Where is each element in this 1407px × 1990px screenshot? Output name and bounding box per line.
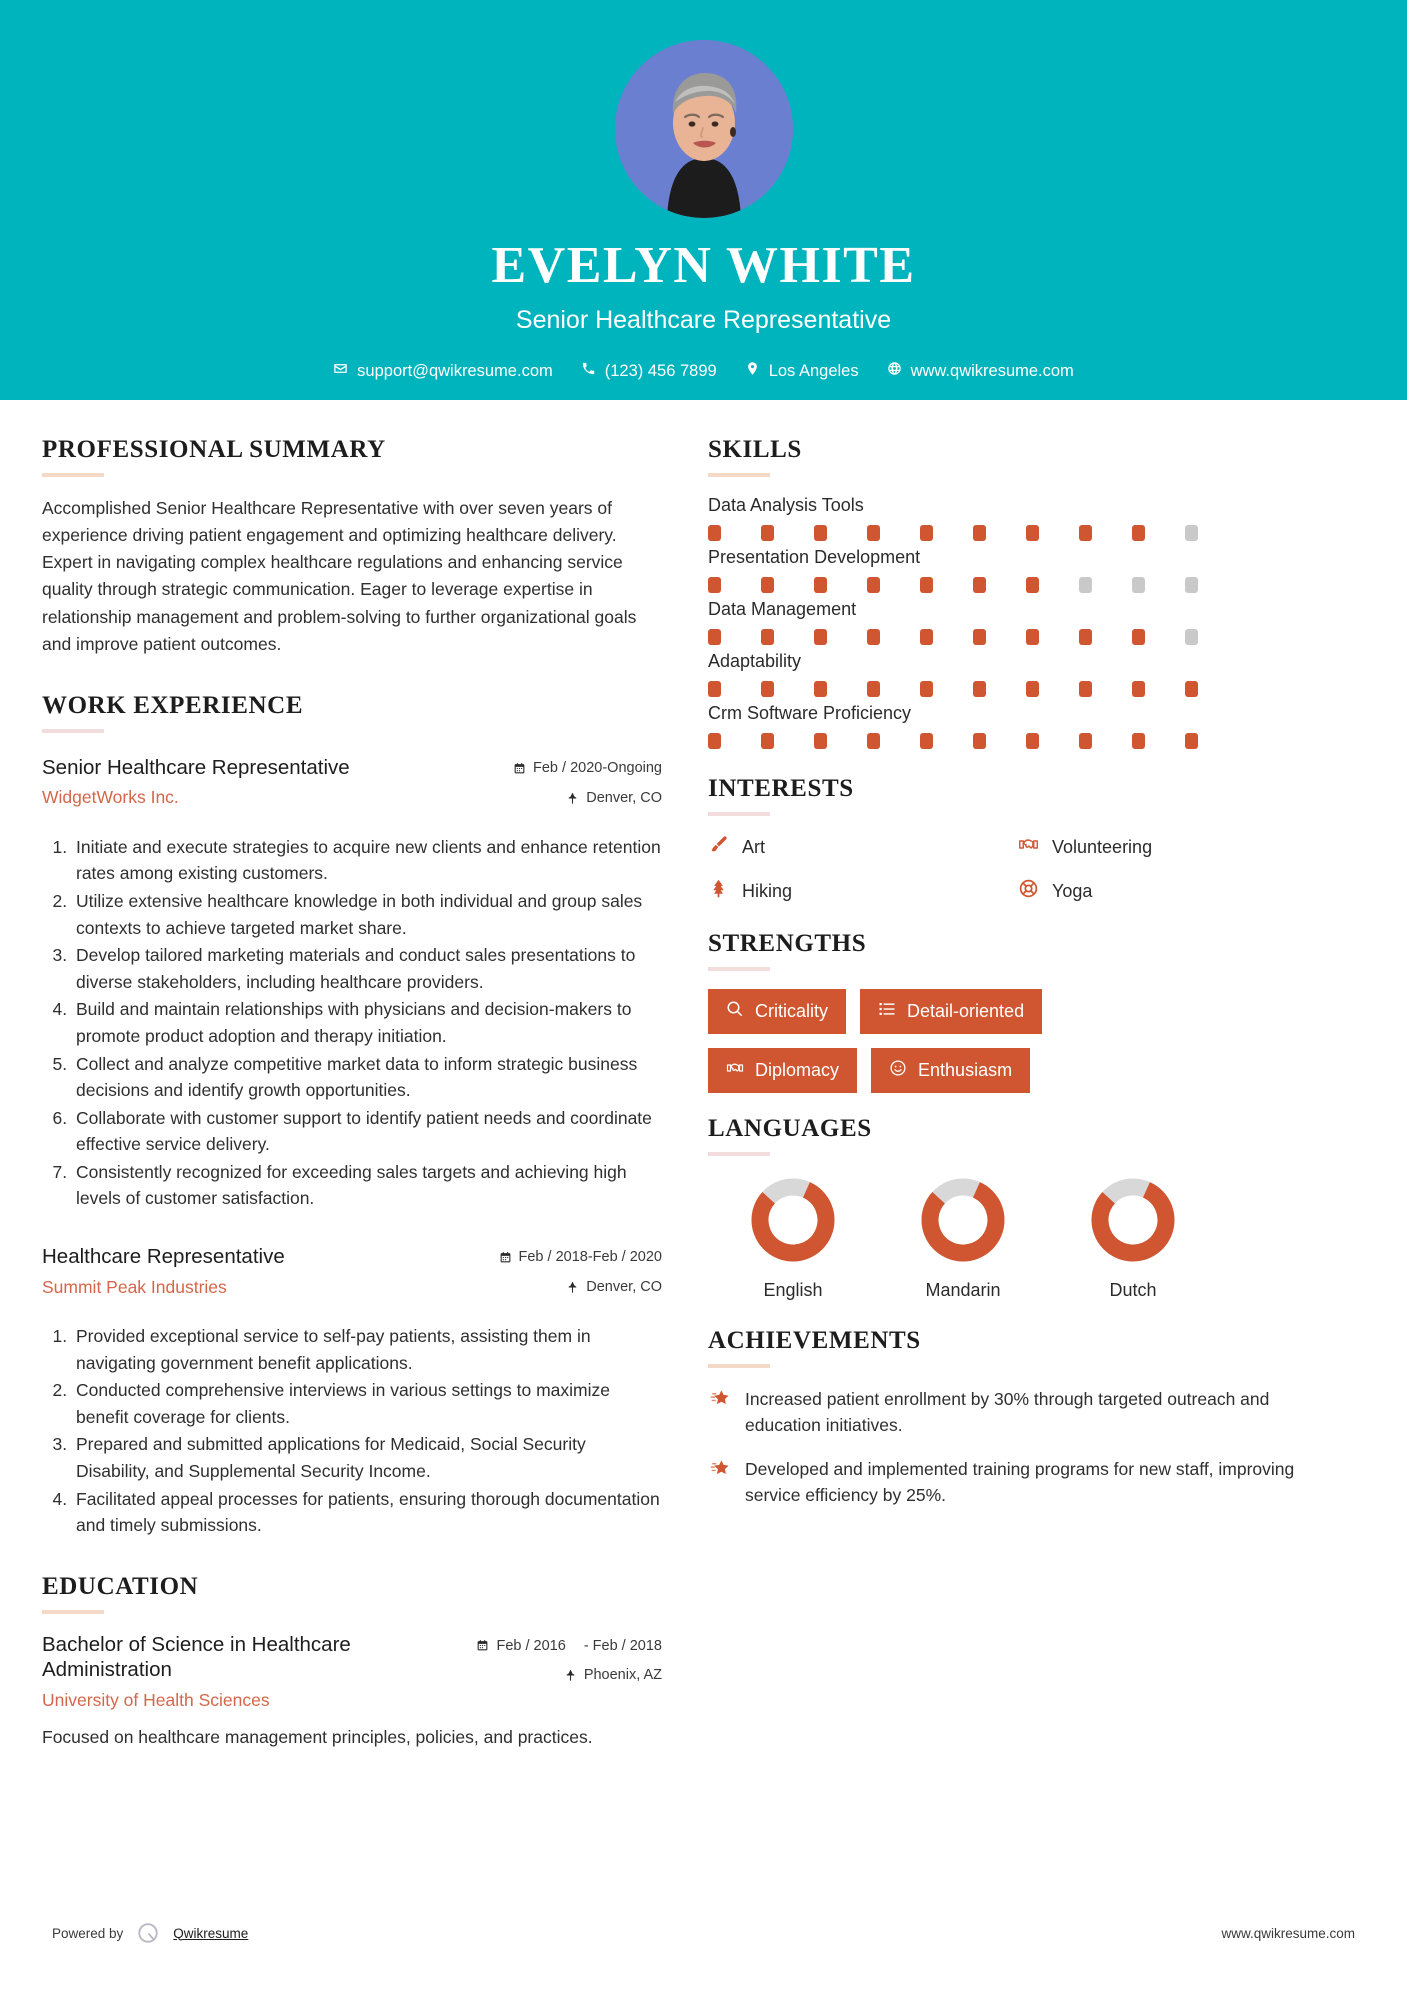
work-org: WidgetWorks Inc. xyxy=(42,787,179,808)
skill-dot xyxy=(814,629,827,645)
skill-dot xyxy=(761,577,774,593)
skill-dot xyxy=(1026,577,1039,593)
skill-dot xyxy=(867,525,880,541)
education-entry xyxy=(42,1632,662,1751)
section-professional-summary xyxy=(42,436,662,658)
interest-label: Hiking xyxy=(742,880,793,901)
skill-rating xyxy=(708,733,1328,749)
calendar-icon xyxy=(513,760,526,779)
resume-body xyxy=(0,400,1407,1750)
map-pin-icon xyxy=(745,361,760,381)
work-location xyxy=(462,1279,662,1298)
right-column xyxy=(708,436,1328,1750)
skill-dot xyxy=(973,733,986,749)
work-entry-head xyxy=(42,1244,662,1309)
section-rule xyxy=(708,967,770,971)
skill-dot xyxy=(1026,681,1039,697)
skill-dot xyxy=(814,733,827,749)
skill-dot xyxy=(1185,681,1198,697)
skill-label: Data Management xyxy=(708,599,857,619)
work-meta xyxy=(462,755,662,820)
skill-dot xyxy=(1185,577,1198,593)
section-title-education: EDUCATION xyxy=(42,1572,199,1600)
skill-dot xyxy=(761,525,774,541)
language-item xyxy=(878,1174,1048,1301)
skill-dot xyxy=(920,577,933,593)
list-item: 3. Develop tailored marketing materials and conduct sales presentations to diverse stakeholders, including healthcare providers. xyxy=(72,942,662,995)
strength-chip-criticality xyxy=(708,989,846,1034)
skill-dot xyxy=(1132,629,1145,645)
education-location xyxy=(462,1667,662,1686)
section-skills xyxy=(708,436,1328,749)
work-bullets xyxy=(42,834,662,1212)
skill-rating xyxy=(708,681,1328,697)
language-item xyxy=(708,1174,878,1301)
skill-dot xyxy=(814,525,827,541)
star-icon xyxy=(708,1456,731,1509)
section-title-strengths: STRENGTHS xyxy=(708,930,867,957)
contact-location-text: Los Angeles xyxy=(768,361,859,380)
skill-dot xyxy=(708,733,721,749)
skill-dot xyxy=(708,525,721,541)
language-label: Dutch xyxy=(1109,1280,1157,1300)
tree-icon xyxy=(708,878,729,904)
section-rule xyxy=(42,1610,104,1614)
strength-label: Enthusiasm xyxy=(918,1060,1013,1080)
work-entry-left xyxy=(42,755,462,809)
strengths-row xyxy=(708,1048,1328,1093)
education-school: University of Health Sciences xyxy=(42,1690,270,1711)
education-date-end: - Feb / 2018 xyxy=(583,1637,662,1654)
skill-dot xyxy=(867,577,880,593)
list-item: 1. Provided exceptional service to self-pay patients, assisting them in navigating government benefit applications. xyxy=(72,1323,662,1376)
section-title-interests: INTERESTS xyxy=(708,775,854,802)
contact-email[interactable] xyxy=(324,361,562,381)
pin-icon xyxy=(564,1667,577,1686)
globe-icon xyxy=(887,361,902,381)
contact-email-text: support@qwikresume.com xyxy=(357,361,553,380)
contact-website[interactable] xyxy=(878,361,1083,381)
achievement-item xyxy=(708,1456,1328,1509)
education-entry-left xyxy=(42,1632,462,1711)
skill-dot xyxy=(1079,629,1092,645)
skill-rating xyxy=(708,525,1328,541)
section-work-experience xyxy=(42,692,662,1539)
strength-label: Criticality xyxy=(755,1001,829,1021)
magnifier-icon xyxy=(726,1000,744,1023)
work-org: Summit Peak Industries xyxy=(42,1276,227,1297)
skill-dot xyxy=(973,681,986,697)
strength-chip-diplomacy xyxy=(708,1048,857,1093)
interest-item xyxy=(708,834,1018,860)
handshake-icon xyxy=(726,1059,744,1082)
work-role: Senior Healthcare Representative xyxy=(42,755,350,779)
contact-website-text: www.qwikresume.com xyxy=(910,361,1074,380)
section-rule xyxy=(708,473,770,477)
skill-dot xyxy=(973,577,986,593)
skill-dot xyxy=(973,629,986,645)
skill-label: Crm Software Proficiency xyxy=(708,703,912,723)
education-meta xyxy=(462,1632,662,1698)
job-title: Senior Healthcare Representative xyxy=(515,306,892,334)
contact-row xyxy=(324,361,1083,381)
skill-label: Presentation Development xyxy=(708,547,921,567)
achievement-item xyxy=(708,1386,1328,1439)
skill-item xyxy=(708,495,1328,541)
strength-label: Detail-oriented xyxy=(907,1001,1025,1021)
language-label: English xyxy=(763,1280,823,1300)
skill-dot xyxy=(1026,629,1039,645)
language-donut xyxy=(708,1174,878,1266)
skill-dot xyxy=(920,629,933,645)
skill-dot xyxy=(920,681,933,697)
list-item: 7. Consistently recognized for exceeding sales targets and achieving high levels of customer satisfaction. xyxy=(72,1159,662,1212)
footer xyxy=(0,1920,1407,1946)
section-title-skills: SKILLS xyxy=(708,436,802,463)
skill-item xyxy=(708,651,1328,697)
work-entry-head xyxy=(42,755,662,820)
work-entry-left xyxy=(42,1244,462,1298)
work-entry xyxy=(42,1244,662,1539)
work-date-text: Feb / 2018-Feb / 2020 xyxy=(518,1249,662,1266)
work-date-text: Feb / 2020-Ongoing xyxy=(533,759,662,776)
education-note: Focused on healthcare management principles, policies, and practices. xyxy=(42,1727,593,1748)
skill-item xyxy=(708,547,1328,593)
skill-dot xyxy=(1185,525,1198,541)
skill-dot xyxy=(814,577,827,593)
work-location xyxy=(462,790,662,809)
contact-phone-text: (123) 456 7899 xyxy=(604,361,717,380)
section-title-achievements: ACHIEVEMENTS xyxy=(708,1327,921,1354)
language-item xyxy=(1048,1174,1218,1301)
summary-text: Accomplished Senior Healthcare Representative with over seven years of experience driving patient engagement and optimizing healthcare delivery. Expert in navigating complex healthcare regulations and enhancing service quality through strategic communication. Eager to leverage expertise in relationship management and problem-solving to further organizational goals and improve patient outcomes. xyxy=(42,498,637,654)
language-donut xyxy=(878,1174,1048,1266)
work-entry xyxy=(42,755,662,1212)
footer-brand-name[interactable]: Qwikresume xyxy=(173,1925,249,1941)
education-date-start: Feb / 2016 xyxy=(496,1637,566,1654)
contact-phone[interactable] xyxy=(572,361,726,381)
skill-dot xyxy=(920,525,933,541)
calendar-icon xyxy=(476,1637,489,1656)
strength-label: Diplomacy xyxy=(755,1060,840,1080)
phone-icon xyxy=(581,361,596,381)
skill-dot xyxy=(867,681,880,697)
skill-dot xyxy=(708,681,721,697)
languages-row xyxy=(708,1174,1328,1301)
handshake-icon xyxy=(1018,834,1039,860)
interests-grid xyxy=(708,834,1328,904)
star-icon xyxy=(708,1386,731,1439)
achievement-text: Developed and implemented training programs for new staff, improving service efficiency by 25%. xyxy=(745,1458,1295,1505)
skill-rating xyxy=(708,577,1328,593)
list-item: 2. Utilize extensive healthcare knowledge in both individual and group sales contexts to achieve targeted market share. xyxy=(72,888,662,941)
skill-dot xyxy=(708,629,721,645)
work-date xyxy=(462,1249,662,1268)
skill-dot xyxy=(1079,681,1092,697)
skill-label: Data Analysis Tools xyxy=(708,495,864,515)
education-date-range xyxy=(496,1637,662,1657)
qwikresume-logo-icon xyxy=(135,1920,161,1946)
skill-dot xyxy=(920,733,933,749)
skill-dot xyxy=(708,577,721,593)
skill-rating xyxy=(708,629,1328,645)
pin-icon xyxy=(566,790,579,809)
footer-website[interactable]: www.qwikresume.com xyxy=(1221,1925,1355,1941)
section-education xyxy=(42,1573,662,1751)
avatar xyxy=(615,40,793,218)
interest-label: Volunteering xyxy=(1052,836,1153,857)
smiley-icon xyxy=(889,1059,907,1082)
section-title-summary: PROFESSIONAL SUMMARY xyxy=(42,436,386,463)
work-date xyxy=(462,760,662,779)
skill-dot xyxy=(1185,629,1198,645)
list-item: 4. Facilitated appeal processes for patients, ensuring thorough documentation and timely submissions. xyxy=(72,1486,662,1539)
list-item: 5. Collect and analyze competitive market data to inform strategic business decisions and identify growth opportunities. xyxy=(72,1051,662,1104)
skill-dot xyxy=(1132,577,1145,593)
skill-dot xyxy=(1132,733,1145,749)
skill-dot xyxy=(814,681,827,697)
list-item: 2. Conducted comprehensive interviews in various settings to maximize benefit coverage for clients. xyxy=(72,1377,662,1430)
calendar-icon xyxy=(499,1249,512,1268)
section-rule xyxy=(708,812,770,816)
language-donut xyxy=(1048,1174,1218,1266)
section-rule xyxy=(708,1364,770,1368)
resume-header xyxy=(0,0,1407,400)
section-achievements xyxy=(708,1327,1328,1508)
education-location-text: Phoenix, AZ xyxy=(583,1667,662,1684)
page-title: EVELYN WHITE xyxy=(491,237,916,294)
paintbrush-icon xyxy=(708,834,729,860)
education-degree: Bachelor of Science in Healthcare Administration xyxy=(42,1632,351,1682)
skill-dot xyxy=(1026,733,1039,749)
skill-dot xyxy=(1079,525,1092,541)
skill-dot xyxy=(1079,577,1092,593)
interest-item xyxy=(1018,878,1328,904)
work-role: Healthcare Representative xyxy=(42,1245,285,1269)
envelope-icon xyxy=(333,361,348,381)
work-meta xyxy=(462,1244,662,1309)
education-entry-head xyxy=(42,1632,662,1711)
strengths-list xyxy=(708,989,1328,1093)
strength-chip-enthusiasm xyxy=(871,1048,1030,1093)
skill-item xyxy=(708,599,1328,645)
work-bullets xyxy=(42,1323,662,1539)
skill-item xyxy=(708,703,1328,749)
interest-item xyxy=(1018,834,1328,860)
skill-dot xyxy=(761,629,774,645)
skill-dot xyxy=(867,629,880,645)
work-location-text: Denver, CO xyxy=(586,789,662,806)
contact-location xyxy=(736,361,868,381)
work-location-text: Denver, CO xyxy=(586,1279,662,1296)
interest-label: Art xyxy=(742,836,766,857)
list-item: 4. Build and maintain relationships with physicians and decision-makers to promote product adoption and therapy initiation. xyxy=(72,996,662,1049)
skill-dot xyxy=(1132,681,1145,697)
section-rule xyxy=(708,1152,770,1156)
section-title-work: WORK EXPERIENCE xyxy=(42,691,304,719)
language-label: Mandarin xyxy=(925,1280,1001,1300)
achievement-text: Increased patient enrollment by 30% through targeted outreach and education initiatives. xyxy=(745,1389,1270,1436)
list-item: 6. Collaborate with customer support to identify patient needs and coordinate effective service delivery. xyxy=(72,1105,662,1158)
section-interests xyxy=(708,775,1328,904)
strengths-row xyxy=(708,989,1328,1034)
skill-dot xyxy=(761,733,774,749)
left-column xyxy=(42,436,662,1750)
skill-dot xyxy=(1132,525,1145,541)
list-item: 3. Prepared and submitted applications for Medicaid, Social Security Disability, and Supplemental Security Income. xyxy=(72,1431,662,1484)
interest-item xyxy=(708,878,1018,904)
education-date xyxy=(462,1637,662,1657)
section-rule xyxy=(42,729,104,733)
strength-chip-detail-oriented xyxy=(860,989,1042,1034)
skill-label: Adaptability xyxy=(708,651,802,671)
footer-brand xyxy=(52,1920,248,1946)
skill-dot xyxy=(761,681,774,697)
list-item: 1. Initiate and execute strategies to acquire new clients and enhance retention rates among existing customers. xyxy=(72,834,662,887)
skill-dot xyxy=(1185,733,1198,749)
pin-icon xyxy=(566,1279,579,1298)
skill-dot xyxy=(973,525,986,541)
section-rule xyxy=(42,473,104,477)
footer-powered-by: Powered by xyxy=(52,1925,124,1941)
section-languages xyxy=(708,1115,1328,1301)
skill-dot xyxy=(1026,525,1039,541)
skill-dot xyxy=(867,733,880,749)
section-strengths xyxy=(708,930,1328,1093)
skill-dot xyxy=(1079,733,1092,749)
interest-label: Yoga xyxy=(1052,880,1093,901)
life-ring-icon xyxy=(1018,878,1039,904)
section-title-languages: LANGUAGES xyxy=(708,1115,872,1142)
list-icon xyxy=(878,1000,896,1023)
